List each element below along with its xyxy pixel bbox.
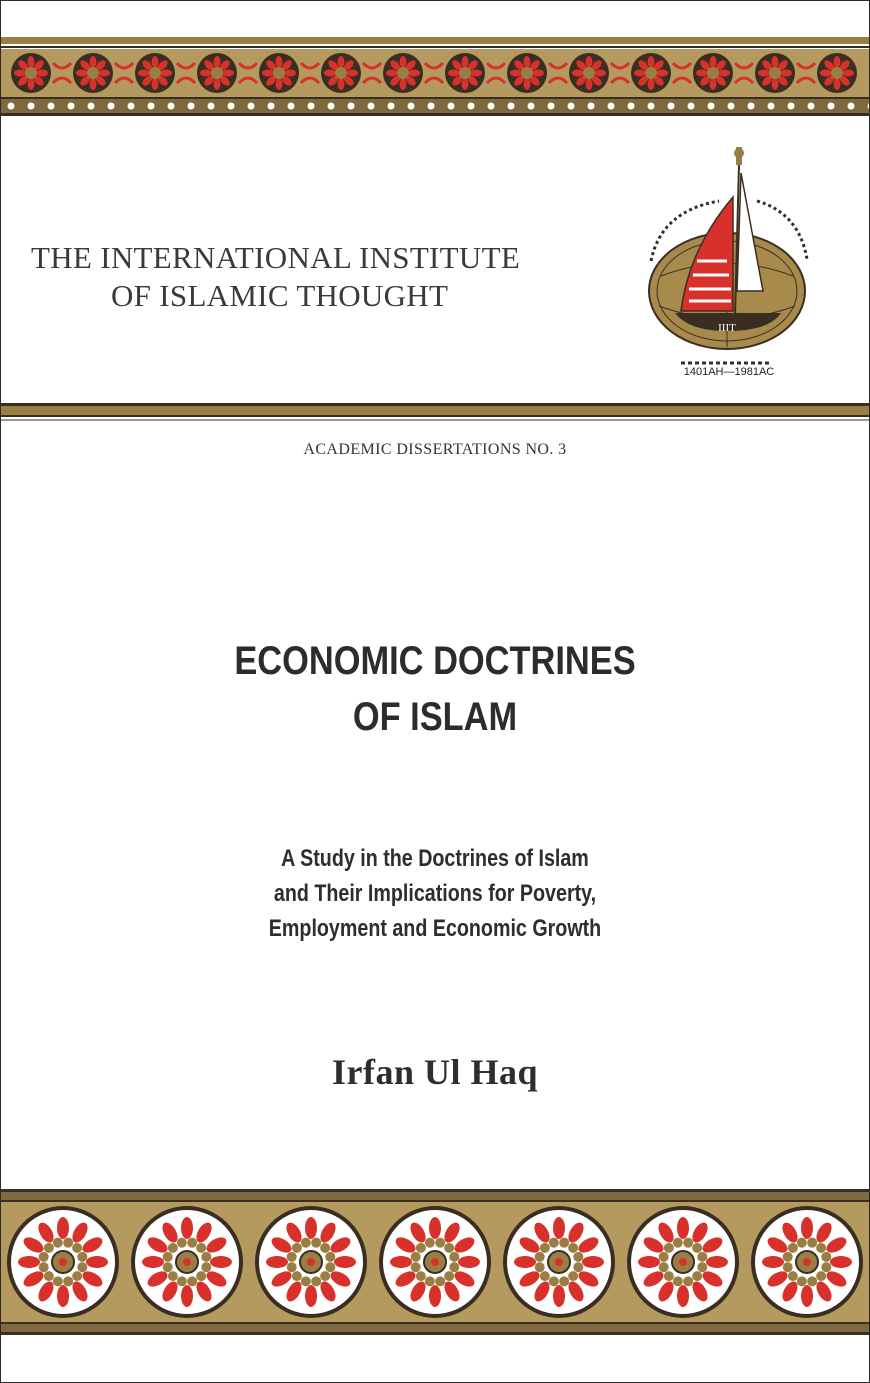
top-dot — [668, 103, 675, 110]
top-dot — [628, 103, 635, 110]
title-line-2: OF ISLAM — [352, 695, 518, 739]
top-dot — [188, 103, 195, 110]
top-dot — [848, 103, 855, 110]
top-dot — [788, 103, 795, 110]
top-dot — [8, 103, 15, 110]
top-dot — [408, 103, 415, 110]
subtitle-line-2: and Their Implications for Poverty, — [273, 880, 597, 907]
top-rosette — [817, 53, 857, 93]
author-name: Irfan Ul Haq — [331, 1052, 539, 1092]
top-dot — [128, 103, 135, 110]
publisher-line-2: OF ISLAMIC THOUGHT — [111, 278, 449, 313]
top-dot — [348, 103, 355, 110]
bottom-rosette — [7, 1206, 119, 1318]
top-dot — [728, 103, 735, 110]
top-dot — [148, 103, 155, 110]
logo-date-caption: 1401AH—1981AC — [683, 366, 775, 378]
book-subtitle — [79, 841, 791, 946]
subtitle-line-1: A Study in the Doctrines of Islam — [281, 845, 589, 872]
top-dot — [588, 103, 595, 110]
top-dot — [508, 103, 515, 110]
top-dot — [488, 103, 495, 110]
bottom-ornamental-border — [1, 1189, 869, 1339]
top-dot — [288, 103, 295, 110]
top-dot — [528, 103, 535, 110]
book-title — [62, 633, 808, 745]
subtitle-line-3: Employment and Economic Growth — [268, 915, 602, 942]
top-dot — [88, 103, 95, 110]
top-dot — [568, 103, 575, 110]
logo-mark: IIIT — [718, 322, 736, 334]
iiit-logo — [631, 141, 811, 391]
top-dot — [268, 103, 275, 110]
top-dot — [28, 103, 35, 110]
top-dot — [448, 103, 455, 110]
top-dot — [748, 103, 755, 110]
top-dot — [828, 103, 835, 110]
top-dot — [308, 103, 315, 110]
top-dot — [368, 103, 375, 110]
top-dot — [248, 103, 255, 110]
top-dot — [688, 103, 695, 110]
bottom-rosette — [255, 1206, 367, 1318]
bottom-rosette — [131, 1206, 243, 1318]
top-dot — [208, 103, 215, 110]
title-line-1: ECONOMIC DOCTRINES — [234, 639, 636, 683]
top-dot — [608, 103, 615, 110]
top-dot — [108, 103, 115, 110]
top-dot — [468, 103, 475, 110]
bottom-rosette — [379, 1206, 491, 1318]
top-dot — [388, 103, 395, 110]
bottom-rosette — [751, 1206, 863, 1318]
top-ornamental-border — [1, 37, 869, 121]
top-dot — [68, 103, 75, 110]
series-label: ACADEMIC DISSERTATIONS NO. 3 — [303, 441, 567, 458]
top-dot — [48, 103, 55, 110]
top-dot — [228, 103, 235, 110]
top-dot — [328, 103, 335, 110]
top-dot — [548, 103, 555, 110]
top-dot — [168, 103, 175, 110]
top-dot — [708, 103, 715, 110]
publisher-line-1: THE INTERNATIONAL INSTITUTE — [31, 240, 521, 275]
top-dot — [808, 103, 815, 110]
publisher-name — [31, 239, 591, 315]
middle-rule — [1, 401, 869, 423]
top-dot — [648, 103, 655, 110]
top-dot — [428, 103, 435, 110]
bottom-rosette — [627, 1206, 739, 1318]
bottom-rosette — [503, 1206, 615, 1318]
top-dot — [768, 103, 775, 110]
